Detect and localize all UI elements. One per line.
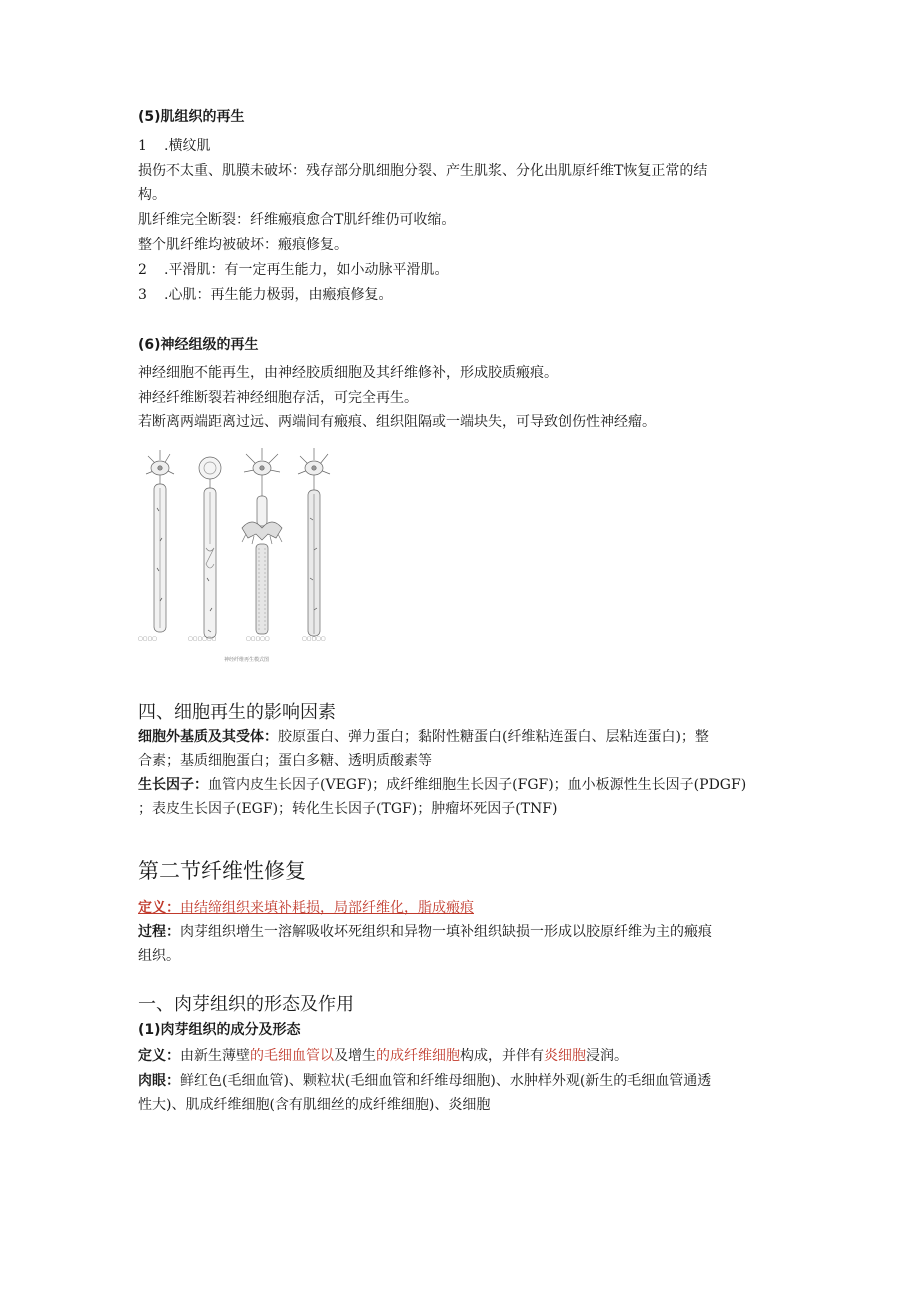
item-striated	[138, 137, 210, 155]
item-smooth	[138, 261, 448, 279]
paragraph-line	[138, 923, 712, 941]
term-label: 细胞外基质及其受体：	[138, 729, 278, 745]
section-title-muscle: (5)肌组织的再生	[138, 109, 245, 125]
neuron-4-illustration	[298, 448, 330, 636]
item-label: .横纹肌	[164, 138, 211, 154]
item-text: .平滑肌：有一定再生能力，如小动脉平滑肌。	[164, 262, 449, 278]
neuron-3-illustration	[242, 448, 282, 634]
term-label: 定义：	[138, 900, 180, 916]
paragraph-line: 整个肌纤维均被破坏：瘢痕修复。	[138, 237, 348, 253]
item-cardiac	[138, 286, 392, 304]
figure-sub-label: ▢▢▢▢▢	[246, 636, 270, 642]
paragraph-line: 神经细胞不能再生，由神经胶质细胞及其纤维修补，形成胶质瘢痕。	[138, 365, 558, 381]
paragraph-line: 合素；基质细胞蛋白；蛋白多糖、透明质酸素等	[138, 753, 432, 769]
figure-sub-label: ▢▢▢▢▢	[302, 636, 326, 642]
paragraph-line	[138, 1047, 628, 1065]
figure-sub-label: ▢▢▢▢▢▢	[188, 636, 217, 642]
section-title-factors: 四、细胞再生的影响因素	[138, 702, 336, 723]
term-text: 肉芽组织增生一溶解吸收坏死组织和异物一填补组织缺损一形成以胶原纤维为主的瘢痕	[180, 924, 712, 940]
term-text: 胶原蛋白、弹力蛋白；黏附性糖蛋白(纤维粘连蛋白、层粘连蛋白)；整	[278, 729, 709, 745]
section-title-granulation: 一、肉芽组织的形态及作用	[138, 994, 354, 1015]
highlight-text: 的成纤维细胞	[376, 1048, 460, 1064]
highlight-text: 的毛细血管以	[250, 1048, 334, 1064]
term-label: 肉眼：	[138, 1073, 180, 1089]
term-label: 定义：	[138, 1048, 180, 1064]
paragraph-line: 构。	[138, 187, 166, 203]
item-number: 3	[138, 287, 147, 303]
term-label: 过程：	[138, 924, 180, 940]
neuron-1-illustration	[146, 450, 174, 632]
subsection-title: (1)肉芽组织的成分及形态	[138, 1022, 301, 1038]
term-text: 血管内皮生长因子(VEGF)；成纤维细胞生长因子(FGF)；血小板源性生长因子(PDGF)	[208, 777, 747, 793]
item-number: 1	[138, 138, 147, 154]
term-label: 生长因子：	[138, 777, 208, 793]
paragraph-line: 肌纤维完全断裂：纤维瘢痕愈合T肌纤维仍可收缩。	[138, 212, 456, 228]
paragraph-line: 神经纤维断裂若神经细胞存活，可完全再生。	[138, 390, 418, 406]
term-text: 由结缔组织来填补耗损，局部纤维化，脂成瘢痕	[180, 900, 474, 916]
definition-line	[138, 899, 474, 917]
highlight-text: 炎细胞	[544, 1048, 586, 1064]
item-text: .心肌：再生能力极弱，由瘢痕修复。	[164, 287, 393, 303]
paragraph-line	[138, 728, 709, 746]
item-number: 2	[138, 262, 147, 278]
text-run: 浸润。	[586, 1048, 628, 1064]
text-run: 由新生薄壁	[180, 1048, 250, 1064]
paragraph-line: ；表皮生长因子(EGF)；转化生长因子(TGF)；肿瘤坏死因子(TNF)	[138, 801, 558, 817]
section-title-nerve: (6)神经组级的再生	[138, 337, 259, 353]
figure-sub-label: ▢▢▢▢	[138, 636, 157, 642]
chapter-title: 第二节纤维性修复	[138, 859, 306, 883]
term-text: 鲜红色(毛细血管)、颗粒状(毛细血管和纤维母细胞)、水肿样外观(新生的毛细血管通透	[180, 1073, 712, 1089]
paragraph-line: 性大)、肌成纤维细胞(含有肌细丝的成纤维细胞)、炎细胞	[138, 1097, 491, 1113]
nerve-diagram-image	[138, 448, 348, 666]
paragraph-line: 组织。	[138, 948, 180, 964]
paragraph-line	[138, 1072, 711, 1090]
figure-caption: 神经纤维再生模式图	[224, 657, 270, 663]
text-run: 及增生	[334, 1048, 376, 1064]
text-run: 构成，并伴有	[460, 1048, 544, 1064]
paragraph-line: 损伤不太重、肌膜未破坏：残存部分肌细胞分裂、产生肌浆、分化出肌原纤维T恢复正常的结	[138, 163, 708, 179]
paragraph-line: 若断离两端距离过远、两端间有瘢痕、组织阻隔或一端块失，可导致创伤性神经瘤。	[138, 414, 656, 430]
paragraph-line	[138, 776, 746, 794]
nerve-regeneration-figure	[138, 448, 348, 666]
neuron-2-illustration	[199, 457, 221, 638]
